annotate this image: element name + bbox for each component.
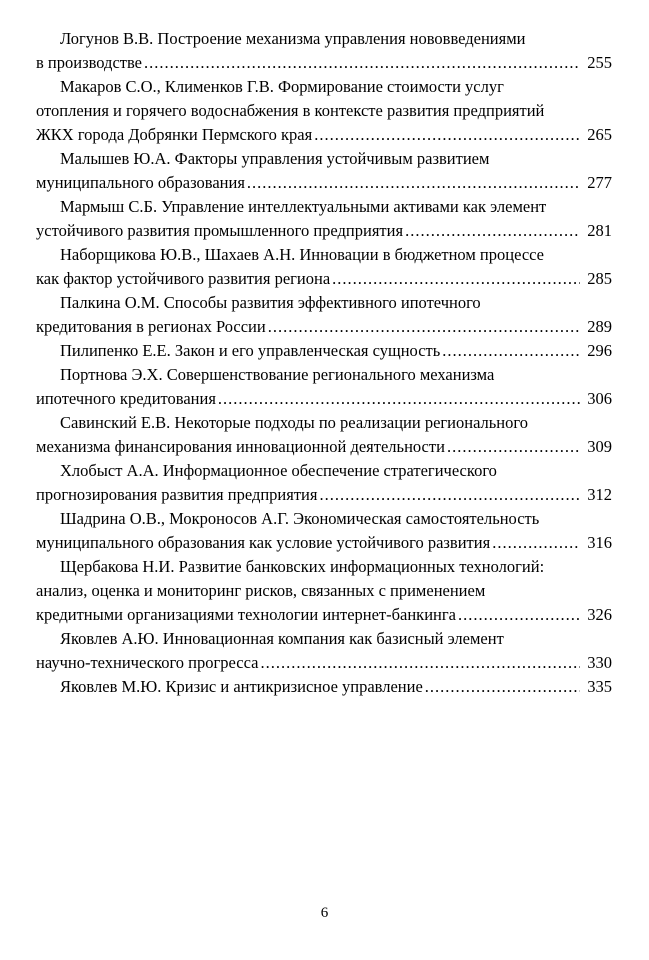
dot-leader [247, 171, 580, 195]
toc-entry-line: Наборщикова Ю.В., Шахаев А.Н. Инновации в бюджетном процессе [60, 245, 545, 264]
toc-entry-title-end: научно-технического прогресса [36, 653, 259, 672]
toc-entry [36, 291, 612, 339]
toc-entry [36, 75, 612, 147]
toc-entry-page: 285 [587, 269, 612, 288]
toc-entry-last-line [36, 483, 612, 507]
dot-leader [268, 315, 580, 339]
toc-entry-page: 326 [587, 605, 612, 624]
toc-entry-page: 289 [587, 317, 612, 336]
toc-entry [36, 27, 612, 75]
toc-entry-last-line [36, 675, 612, 699]
toc-entry [36, 411, 612, 459]
toc-entry [36, 339, 612, 363]
toc-entry-page: 335 [587, 677, 612, 696]
toc-entry [36, 195, 612, 243]
toc-entry-title-end: устойчивого развития промышленного предприятия [36, 221, 404, 240]
dot-leader [332, 267, 580, 291]
toc-entry-last-line [36, 267, 612, 291]
toc-entry-title-end: муниципального образования [36, 173, 245, 192]
toc-entry-last-line [36, 387, 612, 411]
toc-entry-line: Савинский Е.В. Некоторые подходы по реализации регионального [60, 413, 528, 432]
toc-entry-line: Логунов В.В. Построение механизма управления нововведениями [60, 29, 526, 48]
toc-entry-page: 316 [587, 533, 612, 552]
toc-entry-title-end: Пилипенко Е.Е. Закон и его управленческая сущность [60, 341, 441, 360]
toc-entry [36, 147, 612, 195]
toc-entry-title-end: как фактор устойчивого развития региона [36, 269, 331, 288]
toc-entry-line: Макаров С.О., Клименков Г.В. Формирование стоимости услуг [60, 77, 504, 96]
toc-entry-line: анализ, оценка и мониторинг рисков, связанных с применением [36, 581, 486, 600]
toc-entry-page: 265 [587, 125, 612, 144]
dot-leader [218, 387, 580, 411]
toc-entry-title-end: механизма финансирования инновационной деятельности [36, 437, 445, 456]
dot-leader [319, 483, 580, 507]
toc-entry-last-line [36, 531, 612, 555]
toc-entry-page: 309 [587, 437, 612, 456]
dot-leader [458, 603, 580, 627]
toc-entry-line: Малышев Ю.А. Факторы управления устойчивым развитием [60, 149, 490, 168]
dot-leader [314, 123, 580, 147]
toc-entry-page: 306 [587, 389, 612, 408]
toc-entry-title-end: прогнозирования развития предприятия [36, 485, 318, 504]
toc-entry-title-end: в производстве [36, 53, 142, 72]
page-number: 6 [320, 905, 329, 921]
toc-entry-line: Хлобыст А.А. Информационное обеспечение стратегического [60, 461, 497, 480]
toc-entry-page: 296 [587, 341, 612, 360]
toc-entry-page: 330 [587, 653, 612, 672]
toc-entry-line: Палкина О.М. Способы развития эффективного ипотечного [60, 293, 481, 312]
toc-entry-page: 277 [587, 173, 612, 192]
toc-entry [36, 459, 612, 507]
toc-entry-last-line [36, 171, 612, 195]
dot-leader [144, 51, 580, 75]
toc-entry [36, 627, 612, 675]
toc-entry-line: Портнова Э.Х. Совершенствование регионального механизма [60, 365, 495, 384]
toc-entry [36, 555, 612, 627]
toc-entry-line: отопления и горячего водоснабжения в контексте развития предприятий [36, 101, 545, 120]
dot-leader [447, 435, 580, 459]
toc-entry-last-line [36, 339, 612, 363]
dot-leader [425, 675, 580, 699]
toc-entry [36, 363, 612, 411]
toc-entry-line: Щербакова Н.И. Развитие банковских информационных технологий: [60, 557, 545, 576]
toc-entry-line: Яковлев А.Ю. Инновационная компания как базисный элемент [60, 629, 504, 648]
toc-entry-page: 312 [587, 485, 612, 504]
table-of-contents [36, 27, 612, 699]
toc-entry-page: 255 [587, 53, 612, 72]
toc-entry-title-end: ипотечного кредитования [36, 389, 216, 408]
toc-entry-line: Шадрина О.В., Мокроносов А.Г. Экономическая самостоятельность [60, 509, 540, 528]
dot-leader [405, 219, 580, 243]
toc-entry-title-end: Яковлев М.Ю. Кризис и антикризисное управление [60, 677, 423, 696]
toc-entry-title-end: муниципального образования как условие устойчивого развития [36, 533, 491, 552]
toc-entry-title-end: ЖКХ города Добрянки Пермского края [36, 125, 313, 144]
toc-entry-page: 281 [587, 221, 612, 240]
toc-entry-last-line [36, 651, 612, 675]
toc-entry-last-line [36, 51, 612, 75]
toc-entry [36, 675, 612, 699]
toc-entry-last-line [36, 315, 612, 339]
toc-entry [36, 507, 612, 555]
toc-entry [36, 243, 612, 291]
toc-entry-last-line [36, 435, 612, 459]
toc-entry-last-line [36, 123, 612, 147]
toc-entry-last-line [36, 219, 612, 243]
dot-leader [492, 531, 580, 555]
toc-entry-title-end: кредитования в регионах России [36, 317, 266, 336]
toc-entry-last-line [36, 603, 612, 627]
toc-entry-line: Мармыш С.Б. Управление интеллектуальными активами как элемент [60, 197, 547, 216]
dot-leader [442, 339, 580, 363]
toc-entry-title-end: кредитными организациями технологии интернет-банкинга [36, 605, 456, 624]
dot-leader [260, 651, 580, 675]
